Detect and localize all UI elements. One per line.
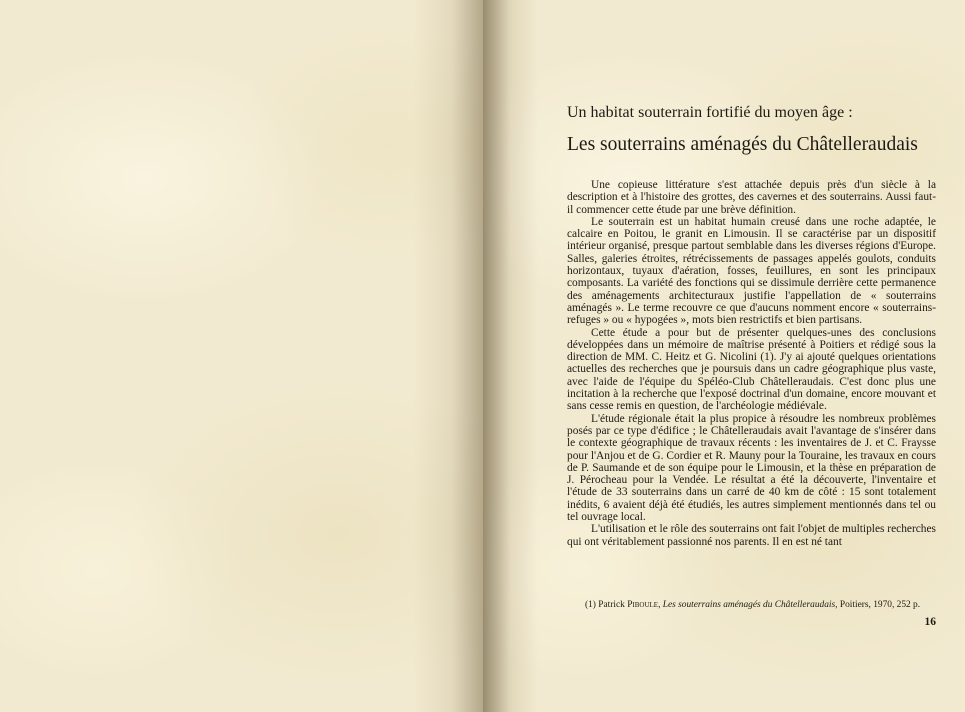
footnote-work-title: Les souterrains aménagés du Châtelleraudais, xyxy=(662,600,838,610)
paragraph: L'utilisation et le rôle des souterrains ont fait l'objet de multiples recherches qui ont véritablement passionné nos parents. Il en est né tant xyxy=(567,523,936,548)
paragraph: Cette étude a pour but de présenter quelques-unes des conclusions développées dans un mémoire de maîtrise présenté à Poitiers et rédigé sous la direction de MM. C. Heitz et G. Nicolini (1). J'y ai ajouté quelques orientations actuelles des recherches que je poursuis dans un cadre géographique plus vaste, avec l'aide de l'équipe du Spéléo-Club Châtelleraudais. C'est donc plus une incitation à la recherche que l'exposé doctrinal d'un domaine, encore mouvant et sans cesse remis en question, de l'archéologie médiévale. xyxy=(567,326,936,413)
footnote-marker: (1) Patrick xyxy=(585,600,625,610)
article-title-line-2: Les souterrains aménagés du Châtelleraudais xyxy=(567,134,918,155)
right-page xyxy=(483,0,965,712)
footnote-author: Piboule, xyxy=(627,600,661,610)
paragraph: Une copieuse littérature s'est attachée depuis près d'un siècle à la description et à l'histoire des grottes, des cavernes et des souterrains. Aussi faut-il commencer cette étude par une brève définition. xyxy=(567,179,936,216)
article-body xyxy=(567,179,936,548)
left-gutter-shadow xyxy=(413,0,483,712)
footnote xyxy=(567,600,936,611)
page-number: 16 xyxy=(924,616,936,628)
right-gutter-shadow xyxy=(483,0,538,712)
article-title-line-1: Un habitat souterrain fortifié du moyen âge : xyxy=(567,104,853,121)
paragraph: Le souterrain est un habitat humain creusé dans une roche adaptée, le calcaire en Poitou, le granit en Limousin. Il se caractérise par un dispositif intérieur organisé, presque partout semblable dans les diverses régions d'Europe. Salles, galeries étroites, rétrécissements de passages appelés goulots, conduits horizontaux, tuyaux d'aération, fosses, feuillures, en sont les principaux composants. La variété des fonctions qui se dissimule derrière cette permanence des aménagements architecturaux justifie l'appellation de « souterrains aménagés ». Le terme recouvre ce que d'aucuns nomment encore « souterrains-refuges » ou « hypogées », mots bien restrictifs et bien partisans. xyxy=(567,215,936,327)
footnote-publication: Poitiers, 1970, 252 p. xyxy=(839,600,921,610)
article xyxy=(567,103,936,548)
paragraph: L'étude régionale était la plus propice à résoudre les nombreux problèmes posés par ce type d'édifice ; le Châtelleraudais avait l'avantage de s'insérer dans le contexte géographique de travaux récents : les inventaires de J. et C. Fraysse pour l'Anjou et de G. Cordier et R. Mauny pour la Touraine, les travaux en cours de P. Saumande et de son équipe pour le Limousin, et la thèse en préparation de J. Pérocheau pour la Vendée. Le résultat a été la découverte, l'inventaire et l'étude de 33 souterrains dans un carré de 40 km de côté : 15 sont totalement inédits, 6 avaient déjà été étudiés, les autres simplement mentionnés dans tel ou tel ouvrage local. xyxy=(567,412,936,524)
